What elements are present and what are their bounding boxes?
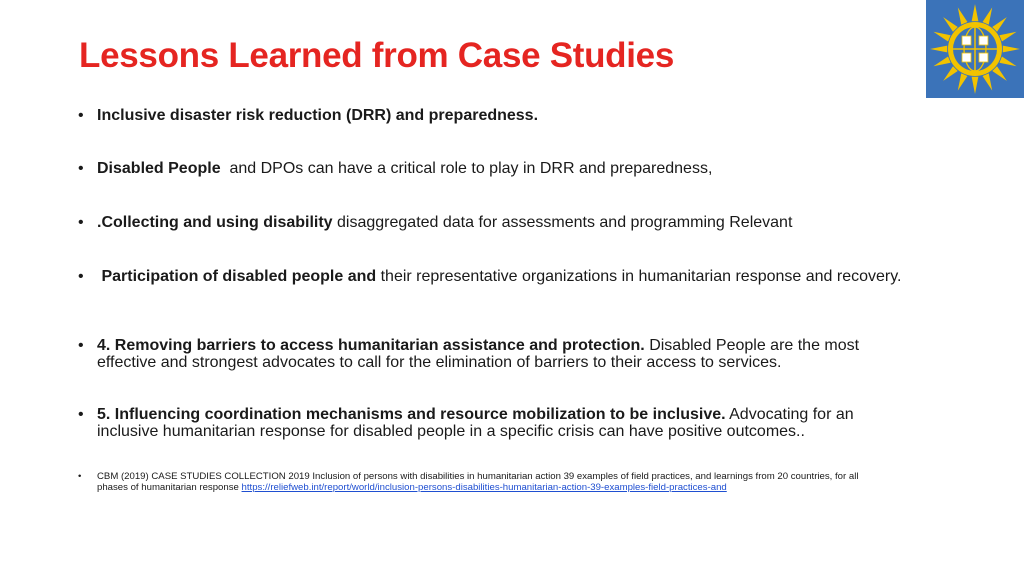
reference-note [78,471,948,493]
bullet-dot: • [78,268,84,285]
bullet-dot: • [78,160,84,177]
reference-link[interactable]: https://reliefweb.int/report/world/inclusion-persons-disabilities-humanitarian-action-39-examples-field-practices-and [241,482,727,493]
bullet-dot: • [78,406,84,423]
bullet-bold: Participation of disabled people and [97,268,377,285]
bullet-item [78,406,908,440]
slide-title: Lessons Learned from Case Studies [79,36,675,75]
bullet-item [78,337,908,371]
bullet-text: their representative organizations in humanitarian response and recovery. [376,268,902,285]
bullet-item [78,268,908,285]
bullet-text: and DPOs can have a critical role to play in DRR and preparedness, [220,160,713,177]
emblem-logo-icon [926,0,1024,98]
bullet-text: disaggregated data for assessments and programming Relevant [332,214,793,231]
reference-line-2-text: phases of humanitarian response [97,482,242,493]
bullet-item [78,107,908,124]
bullet-bold: 4. Removing barriers to access humanitarian assistance and protection. [97,337,645,354]
reference-line-2 [97,482,948,493]
bullet-text: Advocating for an inclusive humanitarian response for disabled people in a specific crisis can have positive outcomes.. [97,406,854,440]
bullet-item [78,214,908,231]
bullet-dot: • [78,107,84,124]
bullet-bold: .Collecting and using disability [97,214,333,231]
bullet-text: Disabled People are the most effective and strongest advocates to call for the elimination of barriers to their access to services. [97,337,860,371]
bullet-dot: • [78,337,84,354]
bullet-bold: 5. Influencing coordination mechanisms and resource mobilization to be inclusive. [97,406,726,423]
bullet-item [78,160,908,177]
reference-line-1: CBM (2019) CASE STUDIES COLLECTION 2019 Inclusion of persons with disabilities in humanitarian action 39 examples of field practices, and learnings from 20 countries, for all [97,471,859,482]
bullet-bold: Inclusive disaster risk reduction (DRR) and preparedness. [97,107,539,124]
bullet-bold: Disabled People [97,160,221,177]
bullet-dot: • [78,471,82,482]
bullet-dot: • [78,214,84,231]
